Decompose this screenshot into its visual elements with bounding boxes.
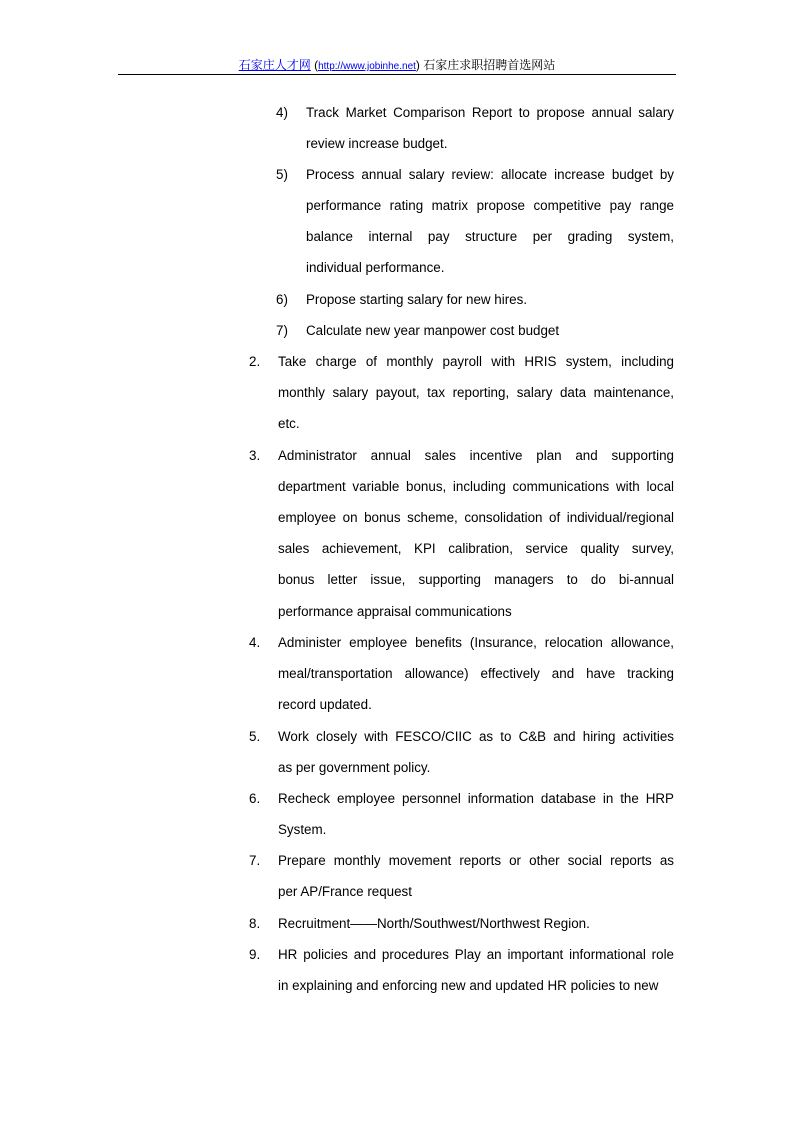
text-line: Prepare monthly movement reports or other social reports as — [278, 853, 674, 869]
text-line: as per government policy. — [278, 759, 431, 775]
list-item-number: 3. — [249, 447, 261, 463]
list-item-number: 9. — [249, 946, 261, 962]
text-line: Take charge of monthly payroll with HRIS system, including — [278, 354, 674, 370]
list-item-text — [306, 315, 674, 346]
list-item-text — [278, 908, 674, 939]
text-line: Propose starting salary for new hires. — [306, 291, 528, 307]
list-item-number: 5. — [249, 728, 261, 744]
text-line: performance rating matrix propose competitive pay range — [306, 198, 674, 214]
text-line: HR policies and procedures Play an important informational role — [278, 946, 674, 962]
text-line: sales achievement, KPI calibration, service quality survey, — [278, 541, 674, 557]
list-item-text — [306, 284, 674, 315]
text-line: performance appraisal communications — [278, 603, 512, 619]
list-item-number: 8. — [249, 915, 261, 931]
text-line: review increase budget. — [306, 135, 448, 151]
list-item-number: 4) — [276, 104, 288, 120]
list-item-text — [306, 159, 674, 284]
site-link[interactable]: 石家庄人才网 — [238, 58, 311, 72]
list-item-number: 4. — [249, 634, 261, 650]
site-url-link[interactable]: http://www.jobinhe.net — [318, 61, 416, 72]
list-item-number: 6) — [276, 291, 288, 307]
text-line: Administer employee benefits (Insurance, relocation allowance, — [278, 634, 674, 650]
url-close-paren: ) — [415, 58, 420, 72]
list-item-text — [278, 440, 674, 627]
text-line: employee on bonus scheme, consolidation of individual/regional — [278, 510, 674, 526]
header-rule — [118, 74, 676, 75]
list-item-number: 2. — [249, 354, 261, 370]
text-line: balance internal pay structure per grading system, — [306, 229, 674, 245]
text-line: Process annual salary review: allocate increase budget by — [306, 166, 674, 182]
list-item-number: 7. — [249, 853, 261, 869]
text-line: Work closely with FESCO/CIIC as to C&B and hiring activities — [278, 728, 674, 744]
text-line: record updated. — [278, 697, 372, 713]
list-item-text — [278, 346, 674, 440]
list-item-text — [278, 721, 674, 783]
text-line: in explaining and enforcing new and updated HR policies to new — [278, 978, 659, 994]
text-line: etc. — [278, 416, 300, 432]
text-line: individual performance. — [306, 260, 445, 276]
text-line: Track Market Comparison Report to propose annual salary — [306, 104, 674, 120]
list-item-text — [278, 783, 674, 845]
text-line: Administrator annual sales incentive plan and supporting — [278, 447, 674, 463]
text-line: monthly salary payout, tax reporting, salary data maintenance, — [278, 385, 674, 401]
text-line: System. — [278, 822, 327, 838]
text-line: Calculate new year manpower cost budget — [306, 322, 560, 338]
site-tagline: 石家庄求职招聘首选网站 — [419, 58, 556, 72]
list-item-text — [306, 97, 674, 159]
text-line: Recruitment——North/Southwest/Northwest Region. — [278, 915, 590, 931]
text-line: Recheck employee personnel information database in the HRP — [278, 790, 674, 806]
list-item-text — [278, 627, 674, 721]
list-item-number: 5) — [276, 166, 288, 182]
text-line: bonus letter issue, supporting managers to do bi-annual — [278, 572, 674, 588]
text-line: per AP/France request — [278, 884, 412, 900]
list-item-text — [278, 845, 674, 907]
text-line: department variable bonus, including communications with local — [278, 478, 674, 494]
list-item-number: 7) — [276, 322, 288, 338]
page-header — [118, 57, 676, 75]
list-item-text — [278, 939, 674, 1001]
list-item-number: 6. — [249, 790, 261, 806]
url-open-paren: ( — [314, 58, 319, 72]
text-line: meal/transportation allowance) effectively and have tracking — [278, 666, 674, 682]
